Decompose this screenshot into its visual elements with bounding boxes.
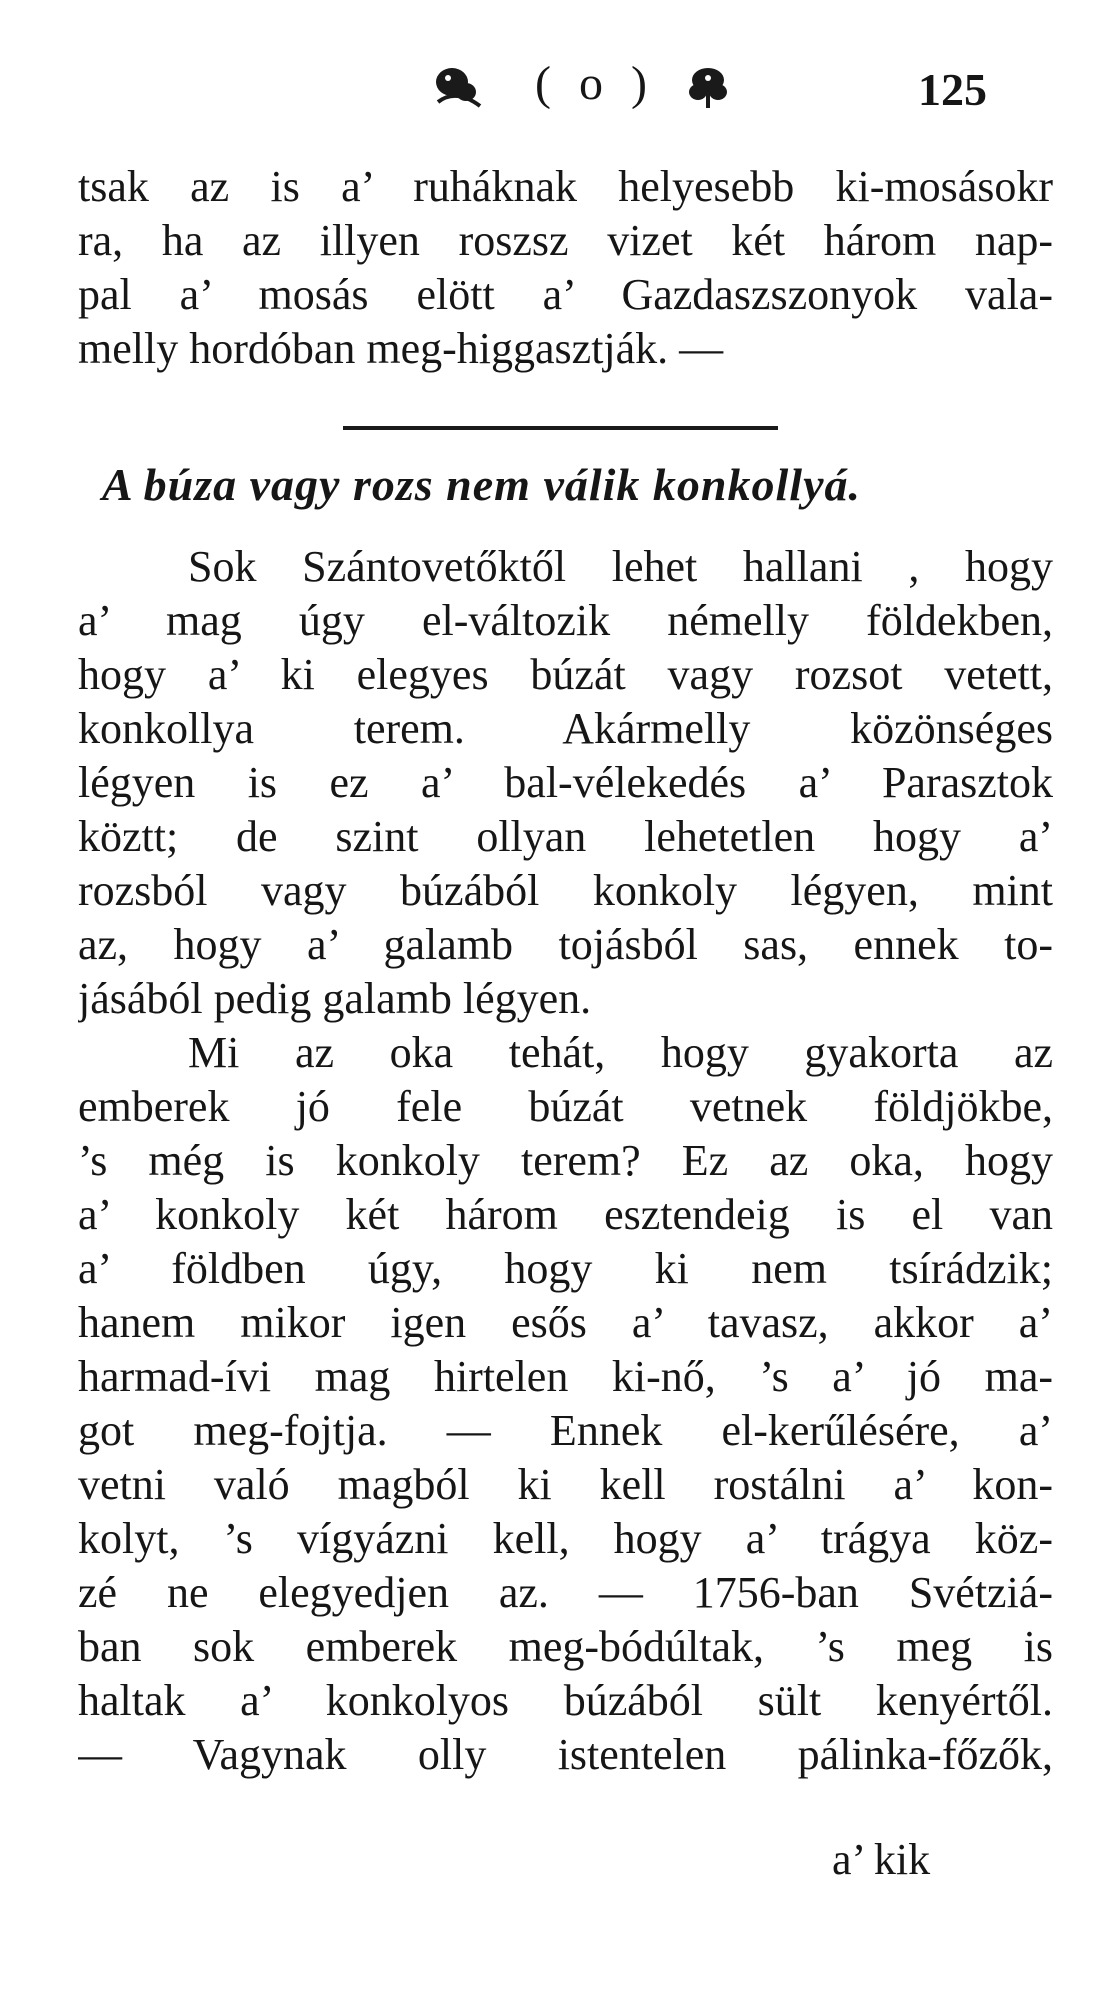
header-center-mark: ( o ) <box>535 57 655 110</box>
catchword: a’ kik <box>832 1835 931 1884</box>
text-line: a’ mag úgy el-változik némelly földekben, <box>78 596 1053 645</box>
text-line: ra, ha az illyen roszsz vizet két három nap- <box>78 216 1053 265</box>
text-line: köztt; de szint ollyan lehetetlen hogy a’ <box>78 812 1053 861</box>
floral-ornament-icon <box>678 62 738 110</box>
text-line: vetni való magból ki kell rostálni a’ kon- <box>78 1460 1053 1509</box>
text-line: kolyt, ’s vígyázni kell, hogy a’ trágya köz- <box>78 1514 1053 1563</box>
text-line: hogy a’ ki elegyes búzát vagy rozsot vetett, <box>78 650 1053 699</box>
text-line: konkollya terem. Akármelly közönséges <box>78 704 1053 753</box>
text-line: rozsból vagy búzából konkoly légyen, mint <box>78 866 1053 915</box>
text-line: Sok Szántovetőktől lehet hallani , hogy <box>188 542 1053 591</box>
text-line: ’s még is konkoly terem? Ez az oka, hogy <box>78 1136 1053 1185</box>
text-line: ban sok emberek meg-bódúltak, ’s meg is <box>78 1622 1053 1671</box>
text-line: légyen is ez a’ bal-vélekedés a’ Parasztok <box>78 758 1053 807</box>
paragraph-2 <box>78 1026 1053 1782</box>
text-line: Mi az oka tehát, hogy gyakorta az <box>188 1028 1053 1077</box>
text-line: hanem mikor igen esős a’ tavasz, akkor a’ <box>78 1298 1053 1347</box>
paragraph-1 <box>78 540 1053 1026</box>
intro-paragraph <box>78 160 1053 376</box>
section-heading: A búza vagy rozs nem válik konkollyá. <box>102 459 861 510</box>
section-divider <box>343 426 778 430</box>
page-number: 125 <box>918 64 987 115</box>
text-line: haltak a’ konkolyos búzából sült kenyértől. <box>78 1676 1053 1725</box>
text-line: zé ne elegyedjen az. — 1756-ban Svétziá- <box>78 1568 1053 1617</box>
text-line: jásából pedig galamb légyen. <box>78 974 592 1023</box>
text-line: a’ konkoly két három esztendeig is el van <box>78 1190 1053 1239</box>
page-header <box>0 52 1105 132</box>
text-line: emberek jó fele búzát vetnek földjökbe, <box>78 1082 1053 1131</box>
text-line: — Vagynak olly istentelen pálinka-főzők, <box>78 1730 1053 1779</box>
text-line: got meg-fojtja. — Ennek el-kerűlésére, a’ <box>78 1406 1053 1455</box>
floral-ornament-icon <box>428 62 488 110</box>
text-line: melly hordóban meg-higgasztják. — <box>78 324 724 373</box>
text-line: pal a’ mosás elött a’ Gazdaszszonyok vala- <box>78 270 1053 319</box>
text-line: harmad-ívi mag hirtelen ki-nő, ’s a’ jó ma- <box>78 1352 1053 1401</box>
text-line: az, hogy a’ galamb tojásból sas, ennek to- <box>78 920 1053 969</box>
text-line: a’ földben úgy, hogy ki nem tsírádzik; <box>78 1244 1053 1293</box>
text-line: tsak az is a’ ruháknak helyesebb ki-mosásokr <box>78 162 1053 211</box>
